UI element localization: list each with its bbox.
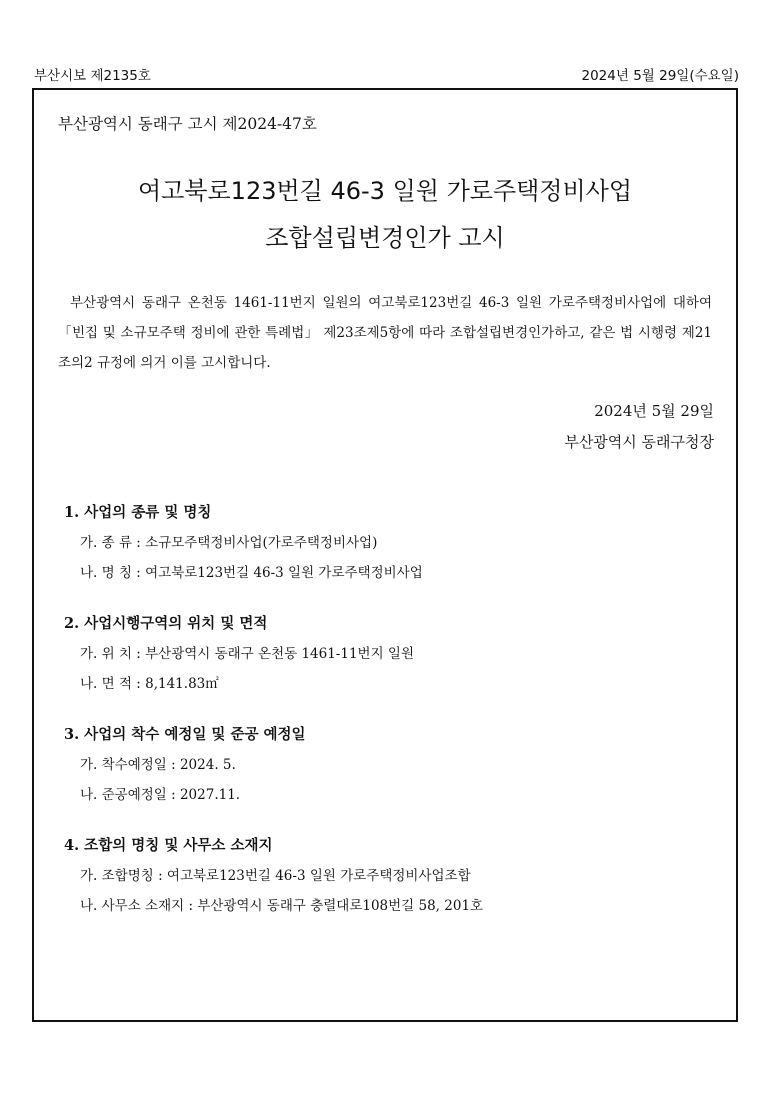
gazette-issue: 부산시보 제2135호 bbox=[34, 68, 151, 84]
section-heading: 2. 사업시행구역의 위치 및 면적 bbox=[64, 615, 268, 632]
section-area-location bbox=[64, 609, 716, 699]
notice-title bbox=[34, 168, 736, 262]
section-item: 가. 위 치 : 부산광역시 동래구 온천동 1461-11번지 일원 bbox=[80, 646, 415, 662]
sections bbox=[64, 498, 716, 942]
signature-date: 2024년 5월 29일 bbox=[594, 402, 714, 420]
section-item: 가. 조합명칭 : 여고북로123번길 46-3 일원 가로주택정비사업조합 bbox=[80, 868, 471, 884]
signature-issuer: 부산광역시 동래구청장 bbox=[564, 433, 714, 451]
section-heading: 4. 조합의 명칭 및 사무소 소재지 bbox=[64, 837, 273, 854]
running-header bbox=[34, 64, 739, 86]
title-line-1: 여고북로123번길 46-3 일원 가로주택정비사업 bbox=[137, 177, 633, 205]
section-item: 나. 준공예정일 : 2027.11. bbox=[80, 787, 241, 803]
section-schedule bbox=[64, 720, 716, 810]
signature-block bbox=[564, 396, 714, 458]
notice-body: 부산광역시 동래구 온천동 1461-11번지 일원의 여고북로123번길 46-3 일원 가로주택정비사업에 대하여 「빈집 및 소규모주택 정비에 관한 특례법」 제23조제5항에 따라 조합설립변경인가하고, 같은 법 시행령 제21조의2 규정에 의거 이를 고시합니다. bbox=[58, 295, 712, 371]
section-item: 가. 착수예정일 : 2024. 5. bbox=[80, 757, 236, 773]
section-item: 나. 명 칭 : 여고북로123번길 46-3 일원 가로주택정비사업 bbox=[80, 565, 423, 581]
section-item: 나. 면 적 : 8,141.83㎡ bbox=[80, 676, 219, 692]
section-heading: 1. 사업의 종류 및 명칭 bbox=[64, 504, 212, 521]
gazette-date: 2024년 5월 29일(수요일) bbox=[581, 68, 739, 84]
section-business-type bbox=[64, 498, 716, 588]
section-heading: 3. 사업의 착수 예정일 및 준공 예정일 bbox=[64, 726, 306, 743]
notice-frame bbox=[32, 88, 738, 1022]
notice-number: 부산광역시 동래구 고시 제2024-47호 bbox=[58, 115, 317, 133]
section-item: 나. 사무소 소재지 : 부산광역시 동래구 충렬대로108번길 58, 201호 bbox=[80, 898, 484, 914]
section-association bbox=[64, 831, 716, 921]
title-line-2: 조합설립변경인가 고시 bbox=[265, 224, 505, 252]
section-item: 가. 종 류 : 소규모주택정비사업(가로주택정비사업) bbox=[80, 535, 378, 551]
